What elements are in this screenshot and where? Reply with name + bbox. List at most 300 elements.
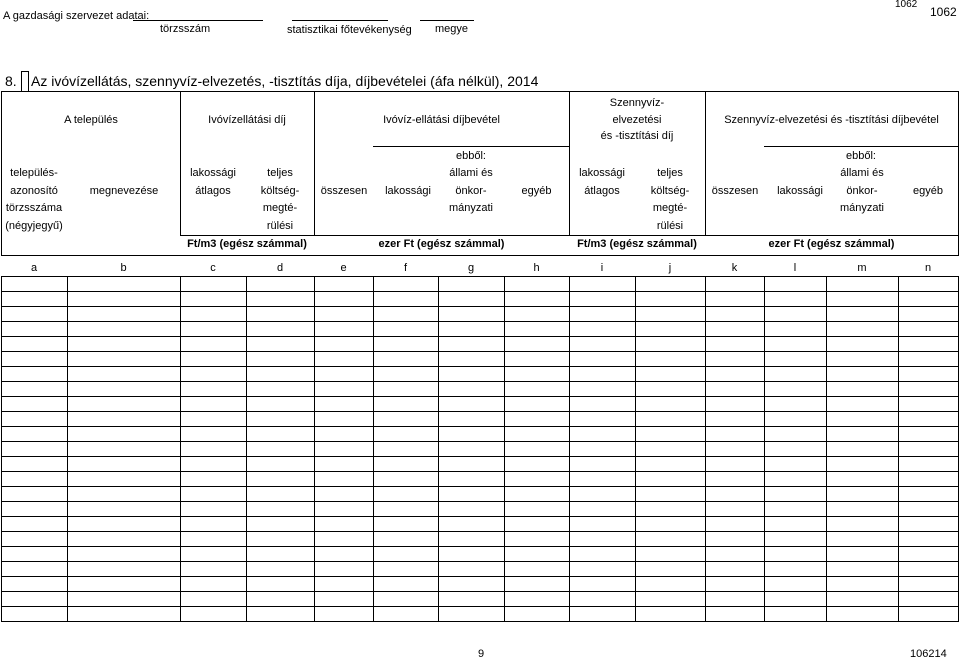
table-cell-d[interactable] [247,427,315,442]
table-cell-f[interactable] [374,532,439,547]
table-cell-g[interactable] [439,562,505,577]
table-cell-k[interactable] [706,457,765,472]
table-cell-h[interactable] [505,532,570,547]
table-cell-g[interactable] [439,277,505,292]
table-cell-l[interactable] [765,607,827,622]
table-cell-m[interactable] [827,442,899,457]
table-cell-j[interactable] [636,412,706,427]
table-cell-j[interactable] [636,592,706,607]
table-cell-d[interactable] [247,412,315,427]
table-cell-j[interactable] [636,397,706,412]
table-cell-l[interactable] [765,457,827,472]
table-cell-c[interactable] [181,487,247,502]
table-cell-b[interactable] [68,472,181,487]
table-cell-a[interactable] [2,502,68,517]
table-cell-h[interactable] [505,607,570,622]
table-cell-l[interactable] [765,367,827,382]
table-cell-i[interactable] [570,577,636,592]
table-cell-l[interactable] [765,472,827,487]
table-cell-k[interactable] [706,442,765,457]
table-cell-f[interactable] [374,517,439,532]
table-cell-c[interactable] [181,322,247,337]
table-cell-i[interactable] [570,367,636,382]
table-cell-l[interactable] [765,352,827,367]
table-cell-l[interactable] [765,547,827,562]
table-cell-l[interactable] [765,307,827,322]
table-cell-k[interactable] [706,517,765,532]
table-cell-n[interactable] [899,442,959,457]
table-cell-f[interactable] [374,457,439,472]
table-cell-g[interactable] [439,517,505,532]
table-cell-k[interactable] [706,352,765,367]
table-cell-l[interactable] [765,502,827,517]
table-cell-h[interactable] [505,352,570,367]
table-cell-h[interactable] [505,472,570,487]
table-cell-a[interactable] [2,607,68,622]
table-cell-f[interactable] [374,367,439,382]
table-cell-i[interactable] [570,487,636,502]
table-cell-i[interactable] [570,322,636,337]
table-cell-h[interactable] [505,442,570,457]
table-cell-m[interactable] [827,307,899,322]
table-cell-k[interactable] [706,427,765,442]
table-cell-f[interactable] [374,397,439,412]
table-cell-g[interactable] [439,397,505,412]
table-cell-g[interactable] [439,337,505,352]
table-cell-e[interactable] [315,472,374,487]
table-cell-g[interactable] [439,307,505,322]
table-cell-m[interactable] [827,532,899,547]
table-cell-b[interactable] [68,292,181,307]
table-cell-d[interactable] [247,277,315,292]
table-cell-g[interactable] [439,577,505,592]
table-cell-e[interactable] [315,292,374,307]
table-cell-c[interactable] [181,367,247,382]
table-cell-g[interactable] [439,322,505,337]
table-cell-j[interactable] [636,427,706,442]
table-cell-a[interactable] [2,472,68,487]
table-cell-a[interactable] [2,352,68,367]
table-cell-g[interactable] [439,532,505,547]
table-cell-j[interactable] [636,517,706,532]
table-cell-k[interactable] [706,307,765,322]
table-cell-e[interactable] [315,457,374,472]
table-cell-m[interactable] [827,277,899,292]
table-cell-b[interactable] [68,562,181,577]
table-cell-e[interactable] [315,532,374,547]
table-cell-e[interactable] [315,442,374,457]
table-cell-b[interactable] [68,382,181,397]
table-cell-a[interactable] [2,277,68,292]
table-cell-m[interactable] [827,352,899,367]
table-cell-j[interactable] [636,577,706,592]
table-cell-h[interactable] [505,457,570,472]
table-cell-b[interactable] [68,577,181,592]
table-cell-k[interactable] [706,412,765,427]
table-cell-d[interactable] [247,322,315,337]
table-cell-d[interactable] [247,502,315,517]
table-cell-k[interactable] [706,397,765,412]
table-cell-a[interactable] [2,307,68,322]
table-cell-i[interactable] [570,337,636,352]
table-cell-a[interactable] [2,397,68,412]
table-cell-j[interactable] [636,307,706,322]
table-cell-c[interactable] [181,517,247,532]
table-cell-d[interactable] [247,472,315,487]
table-cell-m[interactable] [827,517,899,532]
table-cell-a[interactable] [2,382,68,397]
table-cell-g[interactable] [439,457,505,472]
table-cell-e[interactable] [315,427,374,442]
table-cell-l[interactable] [765,487,827,502]
table-cell-c[interactable] [181,412,247,427]
table-cell-a[interactable] [2,322,68,337]
table-cell-l[interactable] [765,412,827,427]
table-cell-h[interactable] [505,322,570,337]
table-cell-l[interactable] [765,517,827,532]
table-cell-e[interactable] [315,367,374,382]
table-cell-g[interactable] [439,502,505,517]
table-cell-c[interactable] [181,307,247,322]
table-cell-e[interactable] [315,562,374,577]
table-cell-j[interactable] [636,487,706,502]
table-cell-c[interactable] [181,427,247,442]
table-cell-m[interactable] [827,337,899,352]
table-cell-k[interactable] [706,532,765,547]
table-cell-k[interactable] [706,502,765,517]
table-cell-a[interactable] [2,457,68,472]
table-cell-f[interactable] [374,607,439,622]
table-cell-j[interactable] [636,367,706,382]
table-cell-h[interactable] [505,382,570,397]
table-cell-k[interactable] [706,367,765,382]
table-cell-j[interactable] [636,607,706,622]
table-cell-k[interactable] [706,487,765,502]
table-cell-d[interactable] [247,352,315,367]
table-cell-d[interactable] [247,337,315,352]
table-cell-i[interactable] [570,472,636,487]
table-cell-m[interactable] [827,592,899,607]
table-cell-n[interactable] [899,367,959,382]
table-cell-c[interactable] [181,382,247,397]
table-cell-m[interactable] [827,412,899,427]
table-cell-e[interactable] [315,397,374,412]
table-cell-f[interactable] [374,322,439,337]
table-cell-e[interactable] [315,307,374,322]
table-cell-b[interactable] [68,397,181,412]
table-cell-e[interactable] [315,412,374,427]
table-cell-k[interactable] [706,382,765,397]
table-cell-j[interactable] [636,532,706,547]
table-cell-a[interactable] [2,547,68,562]
table-cell-f[interactable] [374,382,439,397]
table-cell-l[interactable] [765,592,827,607]
table-cell-e[interactable] [315,382,374,397]
table-cell-h[interactable] [505,412,570,427]
table-cell-b[interactable] [68,487,181,502]
table-cell-k[interactable] [706,292,765,307]
table-cell-f[interactable] [374,472,439,487]
table-cell-b[interactable] [68,352,181,367]
table-cell-n[interactable] [899,547,959,562]
table-cell-d[interactable] [247,592,315,607]
table-cell-m[interactable] [827,547,899,562]
table-cell-n[interactable] [899,337,959,352]
table-cell-c[interactable] [181,592,247,607]
table-cell-n[interactable] [899,577,959,592]
table-cell-l[interactable] [765,442,827,457]
table-cell-c[interactable] [181,472,247,487]
table-cell-f[interactable] [374,337,439,352]
table-cell-f[interactable] [374,547,439,562]
table-cell-m[interactable] [827,292,899,307]
table-cell-m[interactable] [827,562,899,577]
table-cell-e[interactable] [315,352,374,367]
table-cell-a[interactable] [2,532,68,547]
table-cell-f[interactable] [374,442,439,457]
table-cell-e[interactable] [315,322,374,337]
table-cell-b[interactable] [68,412,181,427]
table-cell-a[interactable] [2,562,68,577]
table-cell-l[interactable] [765,577,827,592]
table-cell-n[interactable] [899,502,959,517]
table-cell-h[interactable] [505,277,570,292]
table-cell-d[interactable] [247,307,315,322]
table-cell-i[interactable] [570,397,636,412]
table-cell-c[interactable] [181,292,247,307]
table-cell-j[interactable] [636,502,706,517]
table-cell-b[interactable] [68,592,181,607]
table-cell-i[interactable] [570,292,636,307]
table-cell-l[interactable] [765,427,827,442]
table-cell-j[interactable] [636,352,706,367]
table-cell-f[interactable] [374,487,439,502]
table-cell-h[interactable] [505,517,570,532]
table-cell-g[interactable] [439,352,505,367]
table-cell-n[interactable] [899,397,959,412]
table-cell-h[interactable] [505,307,570,322]
table-cell-m[interactable] [827,382,899,397]
table-cell-d[interactable] [247,607,315,622]
table-cell-k[interactable] [706,322,765,337]
table-cell-n[interactable] [899,322,959,337]
table-cell-b[interactable] [68,307,181,322]
table-cell-a[interactable] [2,592,68,607]
table-cell-d[interactable] [247,397,315,412]
table-cell-b[interactable] [68,367,181,382]
table-cell-h[interactable] [505,562,570,577]
table-cell-g[interactable] [439,472,505,487]
table-cell-n[interactable] [899,472,959,487]
table-cell-n[interactable] [899,427,959,442]
table-cell-n[interactable] [899,562,959,577]
table-cell-n[interactable] [899,292,959,307]
table-cell-e[interactable] [315,592,374,607]
table-cell-c[interactable] [181,577,247,592]
table-cell-b[interactable] [68,427,181,442]
table-cell-h[interactable] [505,292,570,307]
table-cell-l[interactable] [765,532,827,547]
table-cell-j[interactable] [636,547,706,562]
table-cell-a[interactable] [2,487,68,502]
table-cell-h[interactable] [505,592,570,607]
table-cell-i[interactable] [570,352,636,367]
table-cell-m[interactable] [827,457,899,472]
table-cell-a[interactable] [2,412,68,427]
table-cell-a[interactable] [2,517,68,532]
table-cell-c[interactable] [181,607,247,622]
table-cell-i[interactable] [570,442,636,457]
table-cell-l[interactable] [765,337,827,352]
table-cell-a[interactable] [2,367,68,382]
table-cell-j[interactable] [636,472,706,487]
table-cell-g[interactable] [439,547,505,562]
table-cell-h[interactable] [505,502,570,517]
table-cell-b[interactable] [68,442,181,457]
table-cell-c[interactable] [181,532,247,547]
table-cell-e[interactable] [315,337,374,352]
table-cell-a[interactable] [2,292,68,307]
table-cell-d[interactable] [247,292,315,307]
table-cell-b[interactable] [68,517,181,532]
table-cell-f[interactable] [374,277,439,292]
table-cell-j[interactable] [636,382,706,397]
table-cell-g[interactable] [439,427,505,442]
table-cell-i[interactable] [570,412,636,427]
table-cell-f[interactable] [374,502,439,517]
table-cell-b[interactable] [68,337,181,352]
table-cell-h[interactable] [505,547,570,562]
table-cell-i[interactable] [570,307,636,322]
table-cell-i[interactable] [570,562,636,577]
table-cell-k[interactable] [706,277,765,292]
table-cell-j[interactable] [636,337,706,352]
table-cell-i[interactable] [570,502,636,517]
table-cell-n[interactable] [899,307,959,322]
table-cell-n[interactable] [899,277,959,292]
table-cell-g[interactable] [439,442,505,457]
table-cell-f[interactable] [374,577,439,592]
table-cell-i[interactable] [570,457,636,472]
table-cell-h[interactable] [505,427,570,442]
table-cell-l[interactable] [765,562,827,577]
table-cell-c[interactable] [181,442,247,457]
table-cell-a[interactable] [2,442,68,457]
table-cell-e[interactable] [315,487,374,502]
table-cell-d[interactable] [247,517,315,532]
table-cell-f[interactable] [374,307,439,322]
table-cell-j[interactable] [636,292,706,307]
table-cell-k[interactable] [706,562,765,577]
table-cell-d[interactable] [247,457,315,472]
table-cell-j[interactable] [636,457,706,472]
table-cell-d[interactable] [247,532,315,547]
table-cell-l[interactable] [765,382,827,397]
table-cell-k[interactable] [706,592,765,607]
table-cell-g[interactable] [439,592,505,607]
table-cell-j[interactable] [636,562,706,577]
table-cell-l[interactable] [765,277,827,292]
table-cell-g[interactable] [439,412,505,427]
table-cell-i[interactable] [570,517,636,532]
table-cell-a[interactable] [2,427,68,442]
table-cell-g[interactable] [439,292,505,307]
table-cell-k[interactable] [706,607,765,622]
table-cell-d[interactable] [247,367,315,382]
table-cell-i[interactable] [570,607,636,622]
table-cell-i[interactable] [570,532,636,547]
table-cell-k[interactable] [706,577,765,592]
table-cell-j[interactable] [636,277,706,292]
table-cell-d[interactable] [247,577,315,592]
table-cell-f[interactable] [374,292,439,307]
table-cell-d[interactable] [247,442,315,457]
table-cell-d[interactable] [247,487,315,502]
table-cell-e[interactable] [315,277,374,292]
table-cell-d[interactable] [247,562,315,577]
table-cell-e[interactable] [315,502,374,517]
table-cell-h[interactable] [505,577,570,592]
table-cell-m[interactable] [827,502,899,517]
table-cell-l[interactable] [765,322,827,337]
table-cell-c[interactable] [181,502,247,517]
table-cell-m[interactable] [827,397,899,412]
table-cell-m[interactable] [827,577,899,592]
table-cell-g[interactable] [439,607,505,622]
table-cell-b[interactable] [68,277,181,292]
table-cell-i[interactable] [570,277,636,292]
table-cell-l[interactable] [765,292,827,307]
table-cell-i[interactable] [570,547,636,562]
table-cell-i[interactable] [570,427,636,442]
table-cell-j[interactable] [636,322,706,337]
table-cell-n[interactable] [899,607,959,622]
table-cell-i[interactable] [570,592,636,607]
table-cell-c[interactable] [181,547,247,562]
table-cell-d[interactable] [247,382,315,397]
table-cell-e[interactable] [315,577,374,592]
table-cell-c[interactable] [181,397,247,412]
table-cell-b[interactable] [68,547,181,562]
table-cell-n[interactable] [899,592,959,607]
table-cell-h[interactable] [505,487,570,502]
table-cell-e[interactable] [315,607,374,622]
table-cell-n[interactable] [899,487,959,502]
table-cell-f[interactable] [374,427,439,442]
table-cell-g[interactable] [439,367,505,382]
table-cell-m[interactable] [827,607,899,622]
table-cell-n[interactable] [899,382,959,397]
table-cell-n[interactable] [899,532,959,547]
table-cell-j[interactable] [636,442,706,457]
table-cell-l[interactable] [765,397,827,412]
table-cell-m[interactable] [827,322,899,337]
table-cell-b[interactable] [68,322,181,337]
table-cell-f[interactable] [374,352,439,367]
table-cell-m[interactable] [827,427,899,442]
table-cell-a[interactable] [2,577,68,592]
table-cell-n[interactable] [899,352,959,367]
table-cell-f[interactable] [374,562,439,577]
table-cell-n[interactable] [899,412,959,427]
table-cell-h[interactable] [505,337,570,352]
table-cell-f[interactable] [374,592,439,607]
table-cell-c[interactable] [181,277,247,292]
table-cell-n[interactable] [899,457,959,472]
table-cell-c[interactable] [181,337,247,352]
table-cell-d[interactable] [247,547,315,562]
table-cell-e[interactable] [315,517,374,532]
